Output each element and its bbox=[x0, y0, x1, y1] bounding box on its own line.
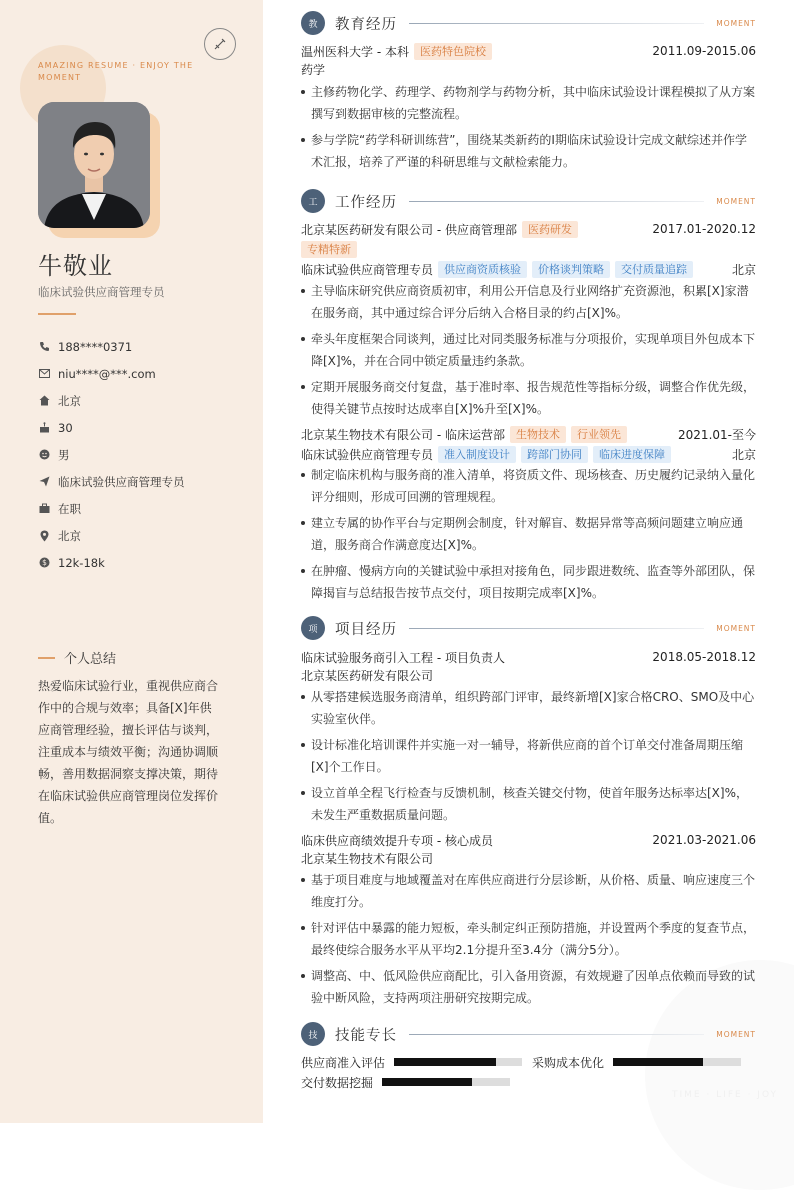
avatar bbox=[38, 102, 150, 228]
info-job-target bbox=[38, 468, 185, 495]
section-title: 工作经历 bbox=[335, 194, 397, 211]
skill-level-bar bbox=[382, 1078, 510, 1086]
education-date: 2011.09-2015.06 bbox=[652, 44, 756, 58]
job-entry bbox=[301, 424, 756, 604]
location-icon bbox=[38, 530, 50, 542]
section-rule bbox=[409, 1034, 704, 1035]
job-date: 2021.01-至今 bbox=[678, 427, 756, 442]
contact-info-list bbox=[38, 333, 185, 576]
project-icon: 项 bbox=[301, 616, 325, 640]
skill-item bbox=[301, 1072, 510, 1092]
list-item: 针对评估中暴露的能力短板，牵头制定纠正预防措施，并设置两个季度的复查节点，最终使综合服务水平从平均2.1分提升至3.4分（满分5分）。 bbox=[301, 917, 756, 961]
list-item: 设立首单全程飞行检查与反馈机制，核查关键交付物，使首年服务达标率达[X]%，未发生严重数据质量问题。 bbox=[301, 782, 756, 826]
sidebar bbox=[0, 0, 263, 1123]
age-text: 30 bbox=[58, 420, 73, 435]
job-entry bbox=[301, 219, 756, 420]
send-icon bbox=[38, 476, 50, 488]
project-org: 北京某医药研发有限公司 bbox=[301, 669, 434, 683]
skill-name: 交付数据挖掘 bbox=[301, 1075, 374, 1090]
project-header bbox=[301, 830, 756, 850]
job-city: 北京 bbox=[731, 262, 756, 277]
info-status bbox=[38, 495, 185, 522]
skill-name: 采购成本优化 bbox=[532, 1055, 605, 1070]
section-title: 项目经历 bbox=[335, 621, 397, 638]
list-item: 参与学院“药学科研训练营”，围绕某类新药的Ⅰ期临床试验设计完成文献综述并作学术汇报，培养了严谨的科研思维与文献检索能力。 bbox=[301, 129, 756, 173]
watermark: TIME · LIFE · JOY bbox=[672, 1090, 779, 1100]
list-item: 基于项目难度与地域覆盖对在库供应商进行分层诊断，从价格、质量、响应速度三个维度打分。 bbox=[301, 869, 756, 913]
job-city: 北京 bbox=[731, 447, 756, 462]
phone-icon bbox=[38, 341, 50, 353]
status-text: 在职 bbox=[58, 501, 81, 516]
project-name: 临床试验服务商引入工程 - 项目负责人 bbox=[301, 650, 505, 665]
industry-tag: 医药研发 bbox=[522, 221, 578, 238]
project-header bbox=[301, 647, 756, 667]
mail-icon bbox=[38, 368, 50, 380]
list-item: 调整高、中、低风险供应商配比，引入备用资源，有效规避了因单点依赖而导致的试验中断风险，支持两项注册研究按期完成。 bbox=[301, 965, 756, 1009]
education-icon: 教 bbox=[301, 11, 325, 35]
skill-tag: 跨部门协同 bbox=[521, 446, 588, 463]
section-moment-label: MOMENT bbox=[716, 18, 756, 28]
skill-tag: 临床进度保障 bbox=[593, 446, 671, 463]
list-item: 制定临床机构与服务商的准入清单，将资质文件、现场核查、历史履约记录纳入量化评分细则，形成可回溯的管理规程。 bbox=[301, 464, 756, 508]
svg-text:$: $ bbox=[41, 558, 47, 568]
candidate-role: 临床试验供应商管理专员 bbox=[38, 285, 165, 299]
section-moment-label: MOMENT bbox=[716, 196, 756, 206]
candidate-name: 牛敬业 bbox=[38, 252, 113, 280]
projects-section bbox=[301, 615, 756, 1013]
project-entry bbox=[301, 830, 756, 1009]
project-org: 北京某生物技术有限公司 bbox=[301, 852, 434, 866]
job-position-row bbox=[301, 259, 756, 279]
skill-list bbox=[301, 1052, 756, 1092]
skill-level-bar bbox=[613, 1058, 741, 1066]
skill-item bbox=[532, 1052, 741, 1072]
list-item: 主导临床研究供应商资质初审，利用公开信息及行业网络扩充资源池，积累[X]家潜在服务商，其中通过综合评分后纳入合格目录的约占[X]%。 bbox=[301, 280, 756, 324]
job-target-text: 临床试验供应商管理专员 bbox=[58, 474, 185, 489]
list-item: 在肿瘤、慢病方向的关键试验中承担对接角色，同步跟进数统、监查等外部团队，保障揭盲与总结报告按节点交付，项目按期完成率[X]%。 bbox=[301, 560, 756, 604]
home-icon bbox=[38, 395, 50, 407]
salary-text: 12k-18k bbox=[58, 555, 105, 570]
info-location bbox=[38, 522, 185, 549]
list-item: 定期开展服务商交付复盘，基于准时率、报告规范性等指标分级，调整合作优先级，使得关键节点按时达成率自[X]%升至[X]%。 bbox=[301, 376, 756, 420]
tagline: AMAZING RESUME · ENJOY THE MOMENT bbox=[38, 61, 194, 82]
education-section bbox=[301, 10, 756, 177]
skills-section bbox=[301, 1021, 756, 1092]
project-date: 2021.03-2021.06 bbox=[652, 833, 756, 847]
cake-icon bbox=[38, 422, 50, 434]
industry-tag: 行业领先 bbox=[571, 426, 627, 443]
divider bbox=[38, 313, 76, 315]
info-gender bbox=[38, 441, 185, 468]
job-position: 临床试验供应商管理专员 bbox=[301, 447, 434, 462]
section-rule bbox=[409, 628, 704, 629]
section-header bbox=[301, 10, 756, 36]
company-name: 北京某医药研发有限公司 - 供应商管理部 bbox=[301, 222, 517, 237]
gender-icon bbox=[38, 449, 50, 461]
section-rule bbox=[409, 23, 704, 24]
summary-title-text: 个人总结 bbox=[64, 652, 117, 667]
section-title: 教育经历 bbox=[335, 16, 397, 33]
skill-level-fill bbox=[613, 1058, 703, 1066]
list-item: 设计标准化培训课件并实施一对一辅导，将新供应商的首个订单交付准备周期压缩[X]个工作日。 bbox=[301, 734, 756, 778]
section-rule bbox=[409, 201, 704, 202]
project-name: 临床供应商绩效提升专项 - 核心成员 bbox=[301, 833, 493, 848]
skill-tag: 供应商资质核验 bbox=[438, 261, 527, 278]
summary-heading-bar bbox=[38, 657, 55, 659]
industry-tag: 生物技术 bbox=[510, 426, 566, 443]
skill-icon: 技 bbox=[301, 1022, 325, 1046]
major: 药学 bbox=[301, 63, 326, 77]
section-moment-label: MOMENT bbox=[716, 623, 756, 633]
school-name: 温州医科大学 - 本科 bbox=[301, 44, 409, 59]
company-name: 北京某生物技术有限公司 - 临床运营部 bbox=[301, 427, 505, 442]
job-position: 临床试验供应商管理专员 bbox=[301, 262, 434, 277]
list-item: 主修药物化学、药理学、药物剂学与药物分析，其中临床试验设计课程模拟了从方案撰写到数据审核的完整流程。 bbox=[301, 81, 756, 125]
job-date: 2017.01-2020.12 bbox=[652, 222, 756, 236]
list-item: 牵头年度框架合同谈判，通过比对同类服务标准与分项报价，实现单项目外包成本下降[X]%，并在合同中锁定质量违约条款。 bbox=[301, 328, 756, 372]
phone-text: 188****0371 bbox=[58, 339, 133, 354]
section-moment-label: MOMENT bbox=[716, 1029, 756, 1039]
skill-tag: 准入制度设计 bbox=[438, 446, 516, 463]
project-date: 2018.05-2018.12 bbox=[652, 650, 756, 664]
skill-level-fill bbox=[394, 1058, 496, 1066]
section-header bbox=[301, 188, 756, 214]
skill-name: 供应商准入评估 bbox=[301, 1055, 386, 1070]
job-header bbox=[301, 424, 756, 444]
section-header bbox=[301, 615, 756, 641]
project-entry bbox=[301, 647, 756, 826]
skill-item bbox=[301, 1052, 522, 1072]
location-text: 北京 bbox=[58, 528, 81, 543]
info-phone bbox=[38, 333, 185, 360]
work-icon: 工 bbox=[301, 189, 325, 213]
school-tag: 医药特色院校 bbox=[414, 43, 492, 60]
info-hometown bbox=[38, 387, 185, 414]
salary-icon bbox=[38, 557, 50, 569]
summary-text: 热爱临床试验行业，重视供应商合作中的合规与效率；具备[X]年供应商管理经验，擅长评估与谈判，注重成本与绩效平衡；沟通协调顺畅，善用数据洞察支撑决策，期待在临床试验供应商管理岗位发挥价值。 bbox=[38, 679, 219, 825]
info-age bbox=[38, 414, 185, 441]
pen-icon bbox=[204, 28, 236, 60]
hometown-text: 北京 bbox=[58, 393, 81, 408]
info-email bbox=[38, 360, 185, 387]
email-text: niu****@***.com bbox=[58, 366, 156, 381]
job-header bbox=[301, 219, 756, 239]
work-section bbox=[301, 188, 756, 608]
gender-text: 男 bbox=[58, 447, 70, 462]
skill-tag: 交付质量追踪 bbox=[615, 261, 693, 278]
skill-tag: 价格谈判策略 bbox=[532, 261, 610, 278]
skill-level-fill bbox=[382, 1078, 472, 1086]
briefcase-icon bbox=[38, 503, 50, 515]
education-row bbox=[301, 41, 756, 61]
summary-heading bbox=[38, 648, 116, 667]
industry-tag: 专精特新 bbox=[301, 241, 357, 258]
list-item: 从零搭建候选服务商清单，组织跨部门评审，最终新增[X]家合格CRO、SMO及中心实验室伙伴。 bbox=[301, 686, 756, 730]
skill-level-bar bbox=[394, 1058, 522, 1066]
section-header bbox=[301, 1021, 756, 1047]
list-item: 建立专属的协作平台与定期例会制度，针对解盲、数据异常等高频问题建立响应通道，服务商合作满意度达[X]%。 bbox=[301, 512, 756, 556]
info-salary bbox=[38, 549, 185, 576]
section-title: 技能专长 bbox=[335, 1027, 397, 1044]
job-position-row bbox=[301, 444, 756, 464]
